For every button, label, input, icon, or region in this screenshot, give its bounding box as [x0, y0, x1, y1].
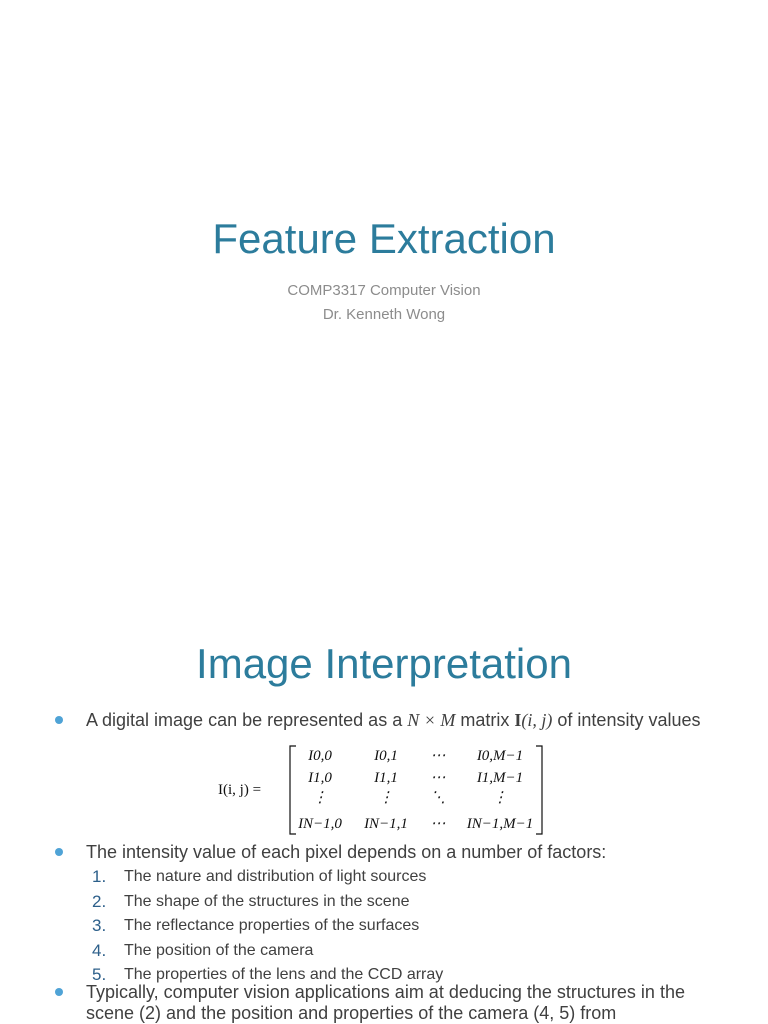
- matrix-cell: ⋮: [378, 790, 394, 806]
- bullet-text: Typically, computer vision applications aim at deducing the structures in the scene (2) and the position and properties of the camera (4, 5) from: [86, 982, 685, 1023]
- bullet-cv-applications: [55, 982, 725, 1024]
- matrix-lhs: I(i, j) =: [218, 782, 262, 798]
- left-bracket: [290, 746, 296, 834]
- right-bracket: [536, 746, 542, 834]
- bullet-text: A digital image can be represented as a N × M matrix I(i, j) of intensity values: [86, 710, 701, 730]
- math-matrix-symbol: I(i, j): [514, 710, 553, 730]
- bullet-intensity-factors: [55, 842, 725, 863]
- course-name: COMP3317 Computer Vision: [287, 282, 481, 299]
- matrix-cells: [297, 748, 533, 832]
- matrix-cell: I1,M−1: [476, 770, 524, 786]
- slide-heading: Image Interpretation: [196, 640, 572, 687]
- matrix-cell: IN−1,0: [298, 816, 342, 832]
- matrix-cell: ⋯: [430, 816, 446, 832]
- intensity-matrix: [218, 744, 558, 836]
- matrix-cell: I0,M−1: [476, 748, 524, 764]
- bullet-dot-icon: [55, 848, 63, 856]
- matrix-cell: I0,0: [308, 748, 332, 764]
- list-item: 5. The properties of the lens and the CCD array: [92, 965, 444, 984]
- matrix-cell: I1,0: [308, 770, 332, 786]
- slide-title-heading: Feature Extraction: [212, 215, 556, 262]
- math-n-times-m: N × M: [407, 710, 456, 730]
- bullet-text: The intensity value of each pixel depends on a number of factors:: [86, 842, 607, 862]
- list-item: 3. The reflectance properties of the surfaces: [92, 916, 420, 935]
- instructor-name: Dr. Kenneth Wong: [322, 306, 446, 323]
- matrix-cell: IN−1,M−1: [466, 816, 534, 832]
- matrix-cell: ⋮: [312, 790, 328, 806]
- matrix-cell: IN−1,1: [364, 816, 408, 832]
- bullet-dot-icon: [55, 716, 63, 724]
- slide-image-interpretation: [0, 576, 768, 1024]
- list-item: 4. The position of the camera: [92, 940, 314, 960]
- bullet-digital-image: [55, 710, 725, 731]
- matrix-cell: ⋱: [430, 790, 446, 806]
- factor-list: [92, 865, 732, 988]
- matrix-cell: ⋯: [430, 748, 446, 764]
- matrix-cell: I1,1: [374, 770, 398, 786]
- list-item: 1. The nature and distribution of light sources: [92, 867, 427, 886]
- matrix-cell: ⋯: [430, 770, 446, 786]
- matrix-svg: [218, 744, 558, 836]
- list-item: 2. The shape of the structures in the scene: [92, 891, 410, 911]
- matrix-cell: I0,1: [374, 748, 398, 764]
- bullet-dot-icon: [55, 988, 63, 996]
- matrix-cell: ⋮: [492, 790, 508, 806]
